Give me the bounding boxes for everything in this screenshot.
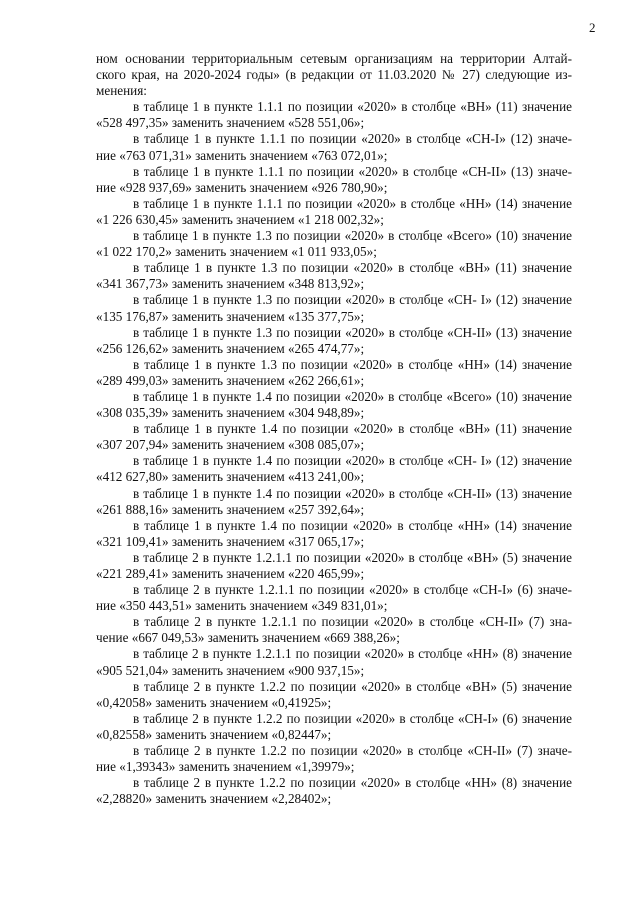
text-line: ского края, на 2020-2024 годы» (в редакции от 11.03.2020 № 27) следующие из- [96, 67, 572, 83]
paragraph-first-line: в таблице 1 в пункте 1.3 по позиции «2020» в столбце «ВН» (11) значение [133, 260, 572, 276]
page-number: 2 [589, 20, 596, 35]
paragraph-first-line: в таблице 1 в пункте 1.4 по позиции «2020» в столбце «НН» (14) значение [133, 517, 572, 533]
text-line: «256 126,62» заменить значением «265 474,77»; [96, 340, 365, 356]
paragraph-first-line: в таблице 1 в пункте 1.4 по позиции «2020» в столбце «СН- I» (12) значение [133, 453, 572, 469]
paragraph-first-line: в таблице 2 в пункте 1.2.2 по позиции «2020» в столбце «НН» (8) значение [133, 775, 572, 791]
paragraph-first-line: в таблице 1 в пункте 1.1.1 по позиции «2020» в столбце «ВН» (11) значение [133, 99, 572, 115]
paragraph-first-line: в таблице 1 в пункте 1.1.1 по позиции «2020» в столбце «СН-I» (12) значе- [133, 131, 572, 147]
paragraph-first-line: в таблице 2 в пункте 1.2.1.1 по позиции «2020» в столбце «ВН» (5) значение [133, 549, 572, 565]
paragraph-first-line: в таблице 2 в пункте 1.2.2 по позиции «2020» в столбце «ВН» (5) значение [133, 678, 572, 694]
text-line: «289 499,03» заменить значением «262 266,61»; [96, 372, 365, 388]
text-line: «307 207,94» заменить значением «308 085,07»; [96, 437, 365, 453]
text-line: менения: [96, 83, 147, 99]
text-line: «528 497,35» заменить значением «528 551,06»; [96, 115, 365, 131]
text-line: «412 627,80» заменить значением «413 241,00»; [96, 469, 365, 485]
text-line: «2,28820» заменить значением «2,28402»; [96, 791, 332, 807]
text-line: чение «667 049,53» заменить значением «669 388,26»; [96, 630, 400, 646]
paragraph-first-line: в таблице 1 в пункте 1.1.1 по позиции «2020» в столбце «СН-II» (13) значе- [133, 163, 572, 179]
text-line: ние «928 937,69» заменить значением «926 780,90»; [96, 179, 388, 195]
text-line: «1 022 170,2» заменить значением «1 011 933,05»; [96, 244, 377, 260]
text-line: ние «1,39343» заменить значением «1,39979»; [96, 759, 355, 775]
paragraph-first-line: в таблице 1 в пункте 1.4 по позиции «2020» в столбце «Всего» (10) значение [133, 388, 572, 404]
text-line: ном основании территориальным сетевым организациям на территории Алтай- [96, 51, 572, 66]
text-line: ние «763 071,31» заменить значением «763 072,01»; [96, 147, 388, 163]
paragraph-first-line: в таблице 1 в пункте 1.3 по позиции «2020» в столбце «НН» (14) значение [133, 356, 572, 372]
paragraph-first-line: в таблице 1 в пункте 1.4 по позиции «2020» в столбце «ВН» (11) значение [133, 421, 572, 437]
text-line: «0,42058» заменить значением «0,41925»; [96, 694, 332, 710]
document-body [96, 51, 572, 807]
paragraph-first-line: в таблице 1 в пункте 1.3 по позиции «2020» в столбце «Всего» (10) значение [133, 228, 572, 244]
text-line: «261 888,16» заменить значением «257 392,64»; [96, 501, 365, 517]
paragraph-first-line: в таблице 2 в пункте 1.2.1.1 по позиции «2020» в столбце «НН» (8) значение [133, 646, 572, 662]
text-line: «905 521,04» заменить значением «900 937,15»; [96, 662, 365, 678]
text-line: «1 226 630,45» заменить значением «1 218 002,32»; [96, 211, 384, 227]
text-line: ние «350 443,51» заменить значением «349 831,01»; [96, 598, 388, 614]
text-line: «308 035,39» заменить значением «304 948,89»; [96, 405, 365, 421]
paragraph-first-line: в таблице 1 в пункте 1.4 по позиции «2020» в столбце «СН-II» (13) значение [133, 485, 572, 501]
text-line: «221 289,41» заменить значением «220 465,99»; [96, 566, 365, 581]
paragraph-first-line: в таблице 1 в пункте 1.3 по позиции «2020» в столбце «СН- I» (12) значение [133, 292, 572, 308]
text-line: «341 367,73» заменить значением «348 813,92»; [96, 276, 365, 292]
paragraph-first-line: в таблице 2 в пункте 1.2.1.1 по позиции «2020» в столбце «СН-I» (6) значе- [133, 582, 572, 598]
paragraph-first-line: в таблице 2 в пункте 1.2.2 по позиции «2020» в столбце «СН-II» (7) значе- [133, 743, 572, 759]
paragraph-first-line: в таблице 2 в пункте 1.2.2 по позиции «2020» в столбце «СН-I» (6) значение [133, 710, 572, 726]
paragraph-first-line: в таблице 1 в пункте 1.1.1 по позиции «2020» в столбце «НН» (14) значение [133, 195, 572, 211]
text-line: «135 176,87» заменить значением «135 377,75»; [96, 308, 365, 324]
text-line: «0,82558» заменить значением «0,82447»; [96, 726, 332, 742]
text-line: «321 109,41» заменить значением «317 065,17»; [96, 533, 365, 549]
paragraph-first-line: в таблице 1 в пункте 1.3 по позиции «2020» в столбце «СН-II» (13) значение [133, 324, 572, 340]
paragraph-first-line: в таблице 2 в пункте 1.2.1.1 по позиции «2020» в столбце «СН-II» (7) зна- [133, 614, 572, 630]
